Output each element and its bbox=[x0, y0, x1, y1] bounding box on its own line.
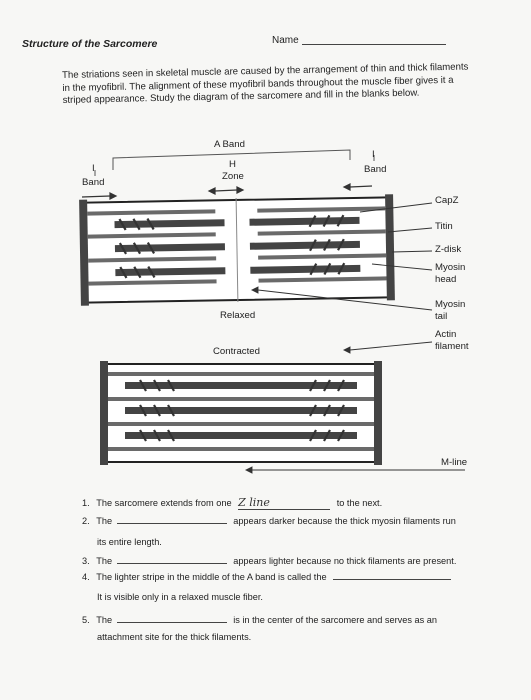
left-i-label: I bbox=[92, 163, 95, 174]
q3-text-post: appears lighter because no thick filaments are present. bbox=[233, 556, 457, 566]
question-4 bbox=[82, 572, 451, 582]
q2-continuation: its entire length. bbox=[97, 537, 162, 547]
q5-text-post: is in the center of the sarcomere and serves as an bbox=[233, 615, 437, 625]
q1-text-pre: The sarcomere extends from one bbox=[96, 498, 232, 508]
titin-label: Titin bbox=[435, 221, 453, 232]
q4-number: 4. bbox=[82, 572, 90, 582]
relaxed-sarcomere bbox=[79, 194, 395, 305]
left-band-label: Band bbox=[82, 177, 105, 188]
myosin-tail-label-2: tail bbox=[435, 311, 448, 322]
relaxed-label: Relaxed bbox=[220, 310, 256, 321]
myosin-head-label-1: Myosin bbox=[435, 262, 466, 273]
name-label: Name bbox=[272, 35, 299, 46]
q4-text-pre: The lighter stripe in the middle of the A band is called the bbox=[96, 572, 327, 582]
myosin-tail-label-1: Myosin bbox=[435, 299, 466, 310]
question-5 bbox=[82, 615, 437, 625]
actin-label-1: Actin bbox=[435, 329, 457, 340]
q5-text-pre: The bbox=[96, 615, 113, 625]
capz-label: CapZ bbox=[435, 195, 459, 206]
q2-text-pre: The bbox=[96, 516, 113, 526]
contracted-label: Contracted bbox=[213, 346, 260, 357]
a-band-label: A Band bbox=[214, 139, 245, 150]
q3-number: 3. bbox=[82, 556, 90, 566]
q5-number: 5. bbox=[82, 615, 90, 625]
q4-continuation: It is visible only in a relaxed muscle fiber. bbox=[97, 592, 263, 602]
h-zone-h-label: H bbox=[229, 159, 236, 170]
question-2 bbox=[82, 516, 456, 526]
q4-answer-blank[interactable] bbox=[333, 579, 451, 580]
q2-answer-blank[interactable] bbox=[117, 523, 227, 524]
question-1 bbox=[82, 496, 382, 510]
intro-paragraph: The striations seen in skeletal muscle are caused by the arrangement of thin and thick filaments in the myofibril. The alignment of these myofibril bands throughout the muscle fiber gives it a striped appearance. Study the diagram of the sarcomere and fill in the blanks below. bbox=[62, 61, 469, 106]
right-i-label: I bbox=[372, 149, 375, 160]
q3-answer-blank[interactable] bbox=[117, 563, 227, 564]
question-3 bbox=[82, 556, 456, 566]
band-arrows bbox=[82, 184, 372, 199]
q5-answer-blank[interactable] bbox=[117, 622, 227, 623]
myosin-head-label-2: head bbox=[435, 274, 457, 285]
contracted-sarcomere bbox=[100, 361, 382, 465]
q1-text-post: to the next. bbox=[336, 498, 383, 508]
q1-number: 1. bbox=[82, 498, 90, 508]
q2-number: 2. bbox=[82, 516, 90, 526]
q1-answer-blank[interactable]: Z line bbox=[238, 496, 330, 510]
worksheet-title: Structure of the Sarcomere bbox=[22, 38, 158, 50]
q3-text-pre: The bbox=[96, 556, 113, 566]
q2-text-post: appears darker because the thick myosin filaments run bbox=[233, 516, 456, 526]
m-line-label: M-line bbox=[441, 457, 468, 468]
right-band-label: Band bbox=[364, 164, 387, 175]
q5-continuation: attachment site for the thick filaments. bbox=[97, 632, 252, 642]
h-zone-label: Zone bbox=[222, 171, 244, 182]
actin-label-2: filament bbox=[435, 341, 469, 352]
z-disk-label: Z-disk bbox=[435, 244, 462, 255]
